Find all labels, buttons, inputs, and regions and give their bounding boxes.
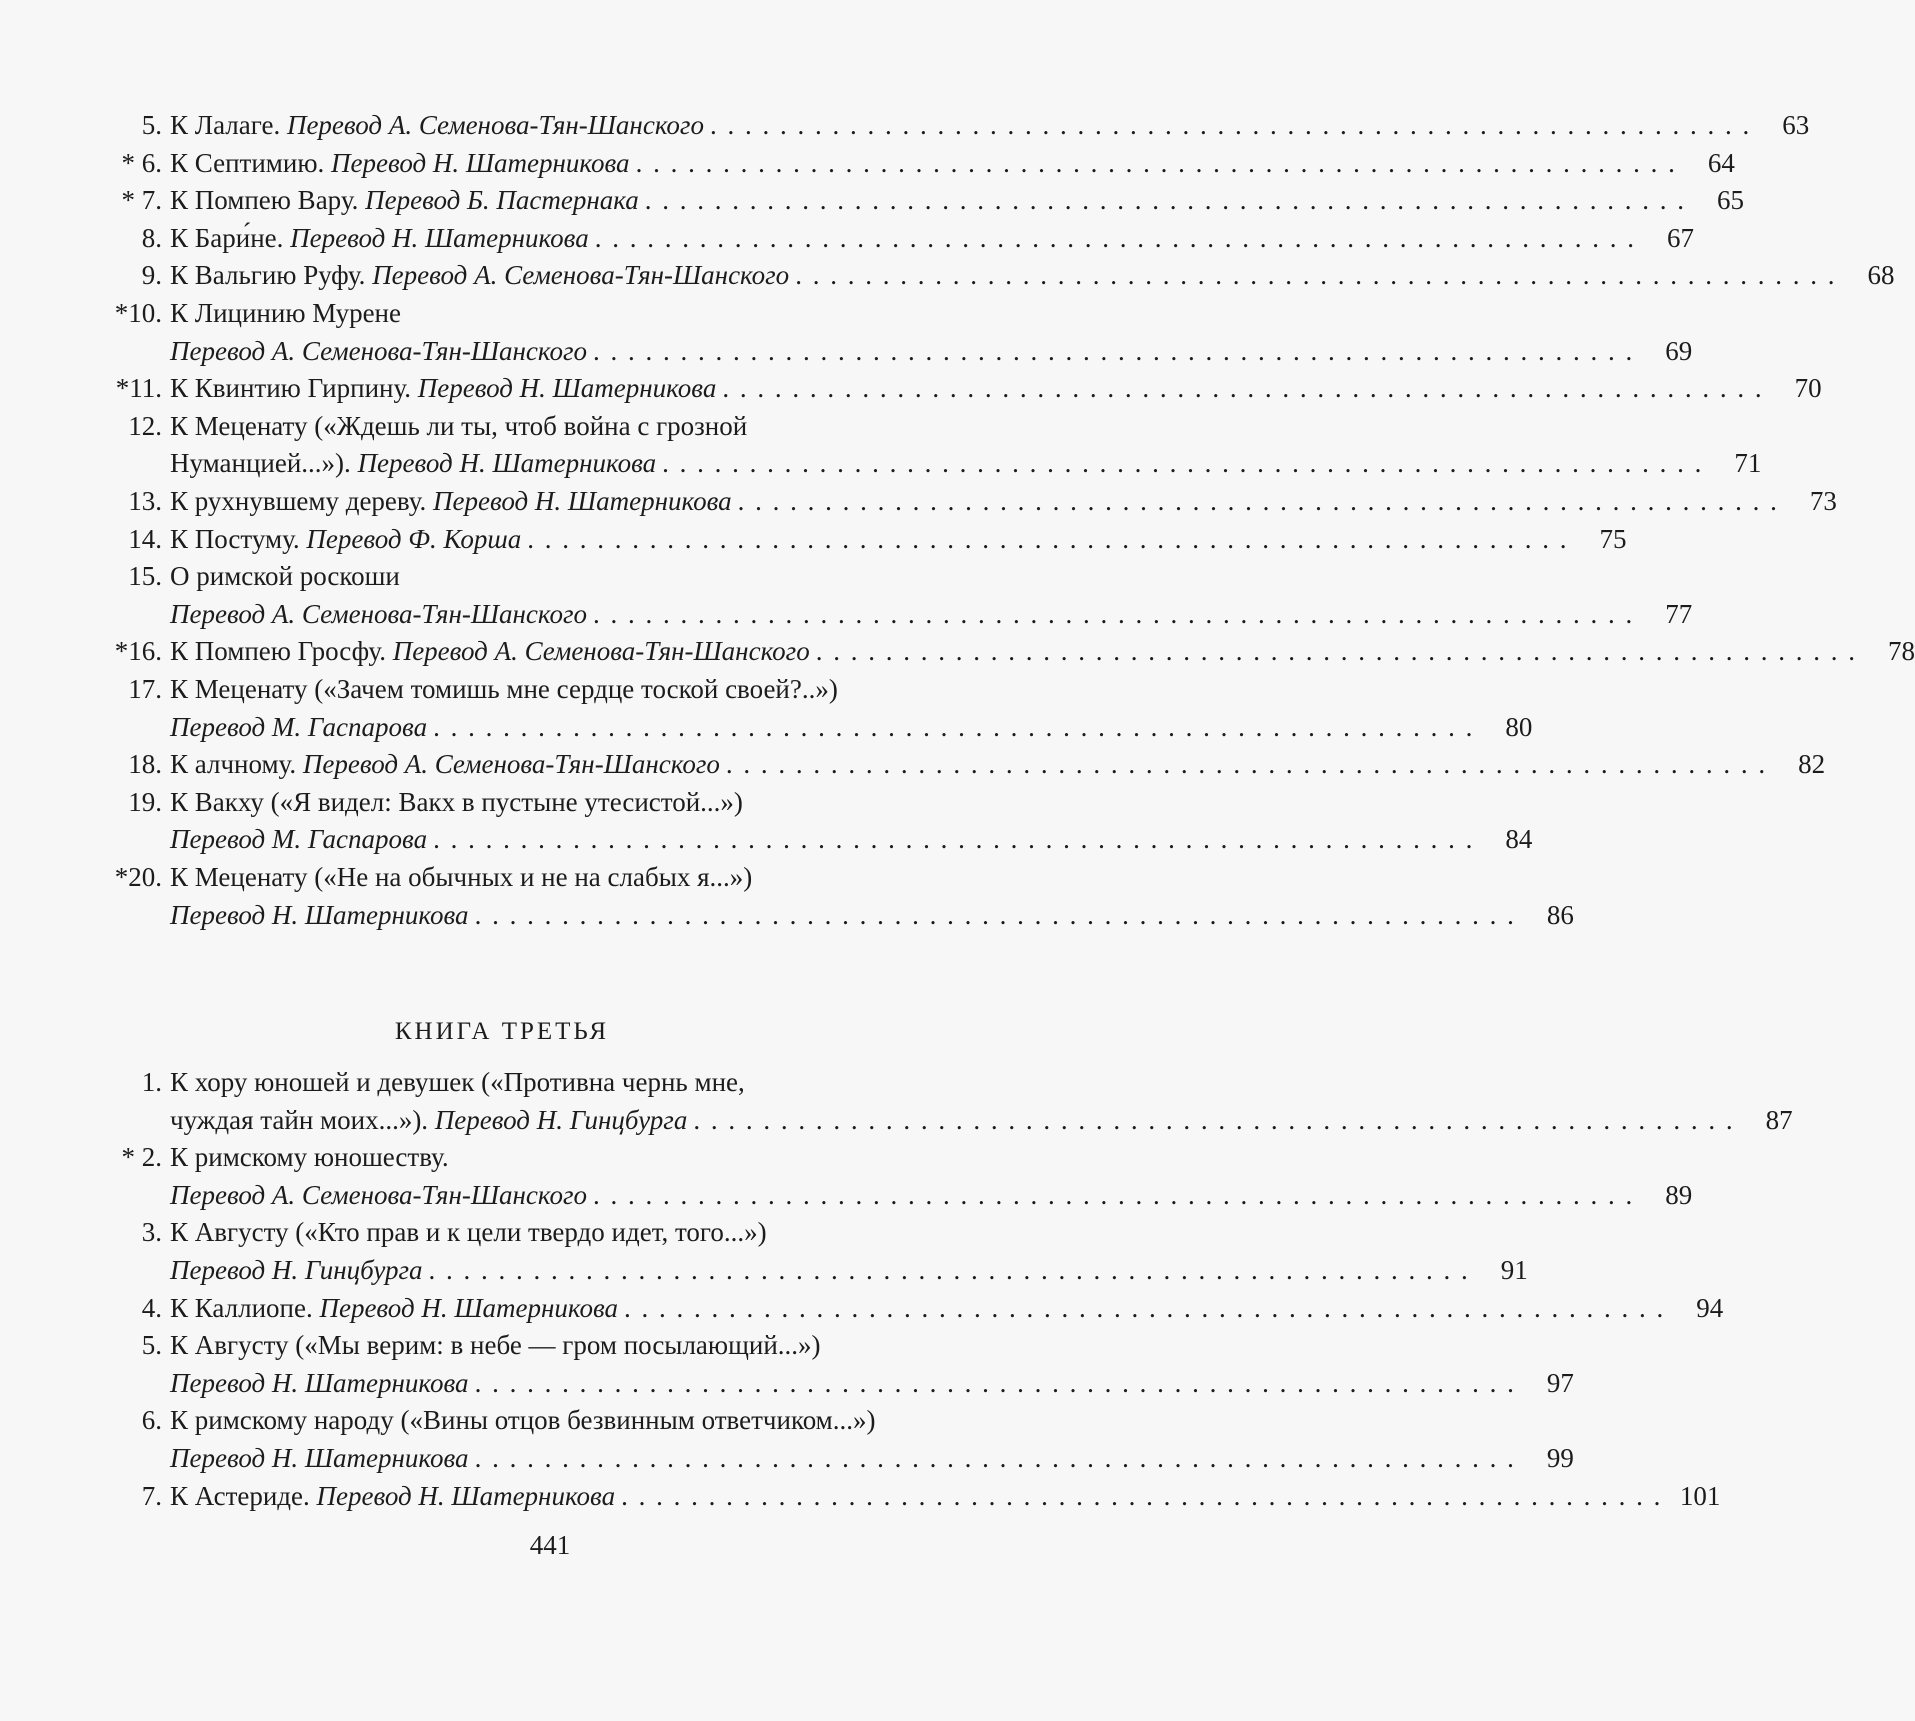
- toc-line: [114, 858, 890, 896]
- dot-leader: . . . . . . . . . . . . . . . . . . . . . . . . . . . . . . . . . . . . . . . . . . . . . . . . . . . . . . . . . . . .: [644, 185, 1687, 216]
- dot-leader: . . . . . . . . . . . . . . . . . . . . . . . . . . . . . . . . . . . . . . . . . . . . . . . . . . . . . . . . . . . .: [433, 824, 1475, 855]
- entry-number: 9.: [141, 260, 162, 291]
- entry-title: К алчному.: [170, 749, 303, 780]
- dot-leader: . . . . . . . . . . . . . . . . . . . . . . . . . . . . . . . . . . . . . . . . . . . . . . . . . . . . . . . . . . . .: [594, 222, 1636, 253]
- entry-page-number: 99: [1546, 1442, 1574, 1473]
- entry-number: 13.: [128, 486, 162, 516]
- entry-page-number: 67: [1666, 222, 1694, 253]
- entry-number: *16.: [114, 636, 162, 667]
- toc-line: [114, 1289, 1724, 1327]
- entry-page-number: 97: [1546, 1367, 1574, 1398]
- entry-translator: Перевод А. Семенова-Тян-Шанского: [392, 636, 810, 667]
- entry-translator: Перевод А. Семенова-Тян-Шанского: [286, 110, 704, 140]
- entry-translator: Перевод Н. Шатерникова: [433, 486, 732, 516]
- dot-leader: . . . . . . . . . . . . . . . . . . . . . . . . . . . . . . . . . . . . . . . . . . . . . . . . . . . . . . . . . . . .: [593, 598, 1635, 629]
- dot-leader: . . . . . . . . . . . . . . . . . . . . . . . . . . . . . . . . . . . . . . . . . . . . . . . . . . . . . . . . . . . .: [662, 448, 1704, 479]
- entry-page-number: 86: [1546, 899, 1574, 930]
- toc-line: [114, 444, 1762, 482]
- dot-leader: . . . . . . . . . . . . . . . . . . . . . . . . . . . . . . . . . . . . . . . . . . . . . . . . . . . . . . . . . . . .: [621, 1480, 1663, 1511]
- entry-page-number: 69: [1665, 335, 1693, 366]
- entry-title: К Лалаге.: [170, 110, 287, 140]
- toc-line: [114, 708, 1533, 746]
- entry-translator: Перевод Н. Шатерникова: [331, 147, 630, 178]
- toc-line: [114, 557, 890, 595]
- toc-line: [114, 332, 1693, 370]
- entry-page-number: 84: [1505, 824, 1533, 855]
- toc-line: [114, 1251, 1528, 1289]
- dot-leader: . . . . . . . . . . . . . . . . . . . . . . . . . . . . . . . . . . . . . . . . . . . . . . . . . . . . . . . . . . . .: [624, 1292, 1666, 1323]
- dot-leader: . . . . . . . . . . . . . . . . . . . . . . . . . . . . . . . . . . . . . . . . . . . . . . . . . . . . . . . . . . . .: [474, 1442, 1516, 1473]
- entry-page-number: 89: [1665, 1179, 1693, 1210]
- entry-page-number: 77: [1665, 598, 1693, 629]
- entry-title: чуждая тайн моих...»).: [170, 1104, 435, 1135]
- entry-translator: Перевод Н. Шатерникова: [170, 899, 469, 930]
- toc-line: [114, 1176, 1693, 1214]
- entry-page-number: 75: [1599, 523, 1627, 554]
- entry-number: 3.: [141, 1217, 162, 1248]
- dot-leader: . . . . . . . . . . . . . . . . . . . . . . . . . . . . . . . . . . . . . . . . . . . . . . . . . . . . . . . . . . . .: [527, 523, 1569, 554]
- toc-line: [114, 1439, 1574, 1477]
- dot-leader: . . . . . . . . . . . . . . . . . . . . . . . . . . . . . . . . . . . . . . . . . . . . . . . . . . . . . . . . . . . .: [795, 260, 1837, 291]
- entry-number: *20.: [114, 862, 162, 892]
- entry-number: * 6.: [121, 147, 162, 178]
- toc-line: [114, 106, 1810, 144]
- entry-title: К Квинтию Гирпину.: [170, 373, 418, 404]
- entry-page-number: 68: [1867, 260, 1895, 291]
- toc-line: [114, 294, 890, 332]
- toc-line: [114, 369, 1822, 407]
- entry-page-number: 65: [1717, 185, 1745, 216]
- entry-title: К хору юношей и девушек («Противна чернь мне,: [170, 1067, 745, 1097]
- toc-line: [114, 1477, 1721, 1515]
- page-number: 441: [529, 1530, 571, 1560]
- entry-translator: Перевод М. Гаспарова: [170, 824, 428, 855]
- toc-line: [114, 520, 1627, 558]
- entry-translator: Перевод А. Семенова-Тян-Шанского: [372, 260, 790, 291]
- entry-translator: Перевод Н. Гинцбурга: [170, 1254, 423, 1285]
- entry-number: 4.: [141, 1292, 162, 1323]
- toc-line: [114, 595, 1693, 633]
- entry-number: 14.: [128, 523, 162, 554]
- dot-leader: . . . . . . . . . . . . . . . . . . . . . . . . . . . . . . . . . . . . . . . . . . . . . . . . . . . . . . . . . . . .: [428, 1254, 1470, 1285]
- toc-line: [114, 144, 1735, 182]
- entry-translator: Перевод А. Семенова-Тян-Шанского: [170, 598, 587, 629]
- entry-page-number: 87: [1765, 1104, 1793, 1135]
- entry-number: * 7.: [121, 185, 162, 216]
- entry-title: К римскому юношеству.: [170, 1142, 449, 1173]
- entry-title: К Меценату («Не на обычных и не на слабых я...»): [170, 862, 753, 892]
- dot-leader: . . . . . . . . . . . . . . . . . . . . . . . . . . . . . . . . . . . . . . . . . . . . . . . . . . . . . . . . . . . .: [635, 147, 1677, 178]
- entry-translator: Перевод Н. Шатерникова: [170, 1442, 469, 1473]
- entry-number: 5.: [141, 110, 162, 140]
- toc-line: [114, 670, 890, 708]
- entry-translator: Перевод Б. Пастернака: [365, 185, 639, 216]
- entry-number: 6.: [141, 1405, 162, 1436]
- entry-number: *10.: [114, 298, 162, 328]
- entry-title: К Меценату («Зачем томишь мне сердце тоской своей?..»): [170, 674, 838, 704]
- dot-leader: . . . . . . . . . . . . . . . . . . . . . . . . . . . . . . . . . . . . . . . . . . . . . . . . . . . . . . . . . . . .: [474, 899, 1516, 930]
- entry-number: 15.: [128, 561, 162, 592]
- toc-line: [114, 1326, 890, 1364]
- toc-line: [114, 407, 890, 445]
- entry-title: К Меценату («Ждешь ли ты, чтоб война с грозной: [170, 410, 748, 441]
- entry-page-number: 94: [1696, 1292, 1724, 1323]
- toc-line: [114, 1364, 1574, 1402]
- dot-leader: . . . . . . . . . . . . . . . . . . . . . . . . . . . . . . . . . . . . . . . . . . . . . . . . . . . . . . . . . . . .: [815, 636, 1857, 667]
- entry-number: 17.: [128, 674, 162, 704]
- toc-line: [114, 219, 1694, 257]
- entry-number: *11.: [115, 373, 162, 404]
- entry-title: К Астериде.: [170, 1480, 317, 1511]
- entry-translator: Перевод Н. Шатерникова: [357, 448, 657, 479]
- entry-title: К Септимию.: [170, 147, 331, 178]
- entry-page-number: 71: [1734, 448, 1762, 479]
- entry-title: К Постуму.: [170, 523, 307, 554]
- entry-page-number: 63: [1782, 110, 1810, 140]
- dot-leader: . . . . . . . . . . . . . . . . . . . . . . . . . . . . . . . . . . . . . . . . . . . . . . . . . . . . . . . . . . . .: [593, 335, 1635, 366]
- entry-translator: Перевод Н. Шатерникова: [319, 1292, 619, 1323]
- toc-line: [114, 783, 890, 821]
- entry-number: 19.: [128, 786, 162, 817]
- toc-line: [114, 896, 1574, 934]
- entry-number: 1.: [141, 1067, 162, 1097]
- toc-line: [114, 1138, 890, 1176]
- dot-leader: . . . . . . . . . . . . . . . . . . . . . . . . . . . . . . . . . . . . . . . . . . . . . . . . . . . . . . . . . . . .: [593, 1179, 1635, 1210]
- entry-title: К Лицинию Мурене: [170, 298, 401, 328]
- entry-number: 7.: [141, 1480, 162, 1511]
- dot-leader: . . . . . . . . . . . . . . . . . . . . . . . . . . . . . . . . . . . . . . . . . . . . . . . . . . . . . . . . . . . .: [725, 749, 1768, 780]
- entry-translator: Перевод Н. Шатерникова: [170, 1367, 469, 1398]
- toc-line: [114, 632, 1915, 670]
- entry-title: О римской роскоши: [170, 561, 400, 592]
- toc-line: [114, 820, 1533, 858]
- entry-title: К рухнувшему дереву.: [170, 486, 434, 516]
- entry-title: Нуманцией...»).: [170, 448, 358, 479]
- entry-number: 12.: [128, 410, 162, 441]
- entry-page-number: 73: [1809, 486, 1837, 516]
- entry-translator: Перевод Н. Шатерникова: [417, 373, 717, 404]
- dot-leader: . . . . . . . . . . . . . . . . . . . . . . . . . . . . . . . . . . . . . . . . . . . . . . . . . . . . . . . . . . . .: [709, 110, 1752, 140]
- entry-page-number: 101: [1679, 1480, 1721, 1511]
- toc-line: [114, 256, 1895, 294]
- dot-leader: . . . . . . . . . . . . . . . . . . . . . . . . . . . . . . . . . . . . . . . . . . . . . . . . . . . . . . . . . . . .: [737, 486, 1779, 516]
- entry-page-number: 70: [1794, 373, 1822, 404]
- entry-title: К Каллиопе.: [170, 1292, 320, 1323]
- entry-title: К Помпею Вару.: [170, 185, 366, 216]
- entry-title: К Бари́не.: [170, 222, 291, 253]
- entry-translator: Перевод М. Гаспарова: [170, 711, 428, 742]
- entry-number: * 2.: [121, 1142, 162, 1173]
- entry-title: К Августу («Мы верим: в небе — гром посылающий...»): [170, 1330, 821, 1361]
- entry-title: К Вальгию Руфу.: [170, 260, 373, 291]
- entry-title: К Вакху («Я видел: Вакх в пустыне утесистой...»): [170, 786, 743, 817]
- toc-line: [114, 482, 1837, 520]
- dot-leader: . . . . . . . . . . . . . . . . . . . . . . . . . . . . . . . . . . . . . . . . . . . . . . . . . . . . . . . . . . . .: [722, 373, 1764, 404]
- entry-translator: Перевод Н. Шатерникова: [290, 222, 589, 253]
- dot-leader: . . . . . . . . . . . . . . . . . . . . . . . . . . . . . . . . . . . . . . . . . . . . . . . . . . . . . . . . . . . .: [433, 711, 1475, 742]
- dot-leader: . . . . . . . . . . . . . . . . . . . . . . . . . . . . . . . . . . . . . . . . . . . . . . . . . . . . . . . . . . . .: [693, 1104, 1735, 1135]
- toc-line: [114, 1101, 1793, 1139]
- toc-line: [114, 745, 1826, 783]
- entry-page-number: 91: [1500, 1254, 1528, 1285]
- entry-translator: Перевод А. Семенова-Тян-Шанского: [170, 335, 587, 366]
- entry-title: К римскому народу («Вины отцов безвинным ответчиком...»): [170, 1405, 876, 1436]
- entry-page-number: 64: [1707, 147, 1735, 178]
- entry-translator: Перевод Н. Гинцбурга: [434, 1104, 688, 1135]
- toc-line: [114, 1063, 890, 1101]
- entry-number: 8.: [141, 222, 162, 253]
- entry-page-number: 78: [1887, 636, 1915, 667]
- entry-translator: Перевод Н. Шатерникова: [316, 1480, 616, 1511]
- entry-title: К Августу («Кто прав и к цели твердо идет, того...»): [170, 1217, 767, 1248]
- entry-translator: Перевод А. Семенова-Тян-Шанского: [170, 1179, 587, 1210]
- dot-leader: . . . . . . . . . . . . . . . . . . . . . . . . . . . . . . . . . . . . . . . . . . . . . . . . . . . . . . . . . . . .: [474, 1367, 1516, 1398]
- toc-line: [114, 1213, 890, 1251]
- toc-line: [114, 181, 1745, 219]
- entry-translator: Перевод А. Семенова-Тян-Шанского: [302, 749, 720, 780]
- section-heading: КНИГА ТРЕТЬЯ: [394, 1018, 610, 1045]
- entry-page-number: 80: [1505, 711, 1533, 742]
- entry-number: 18.: [128, 749, 162, 780]
- entry-translator: Перевод Ф. Корша: [306, 523, 522, 554]
- toc-line: [114, 1401, 890, 1439]
- entry-number: 5.: [141, 1330, 162, 1361]
- entry-page-number: 82: [1798, 749, 1826, 780]
- entry-title: К Помпею Гросфу.: [170, 636, 393, 667]
